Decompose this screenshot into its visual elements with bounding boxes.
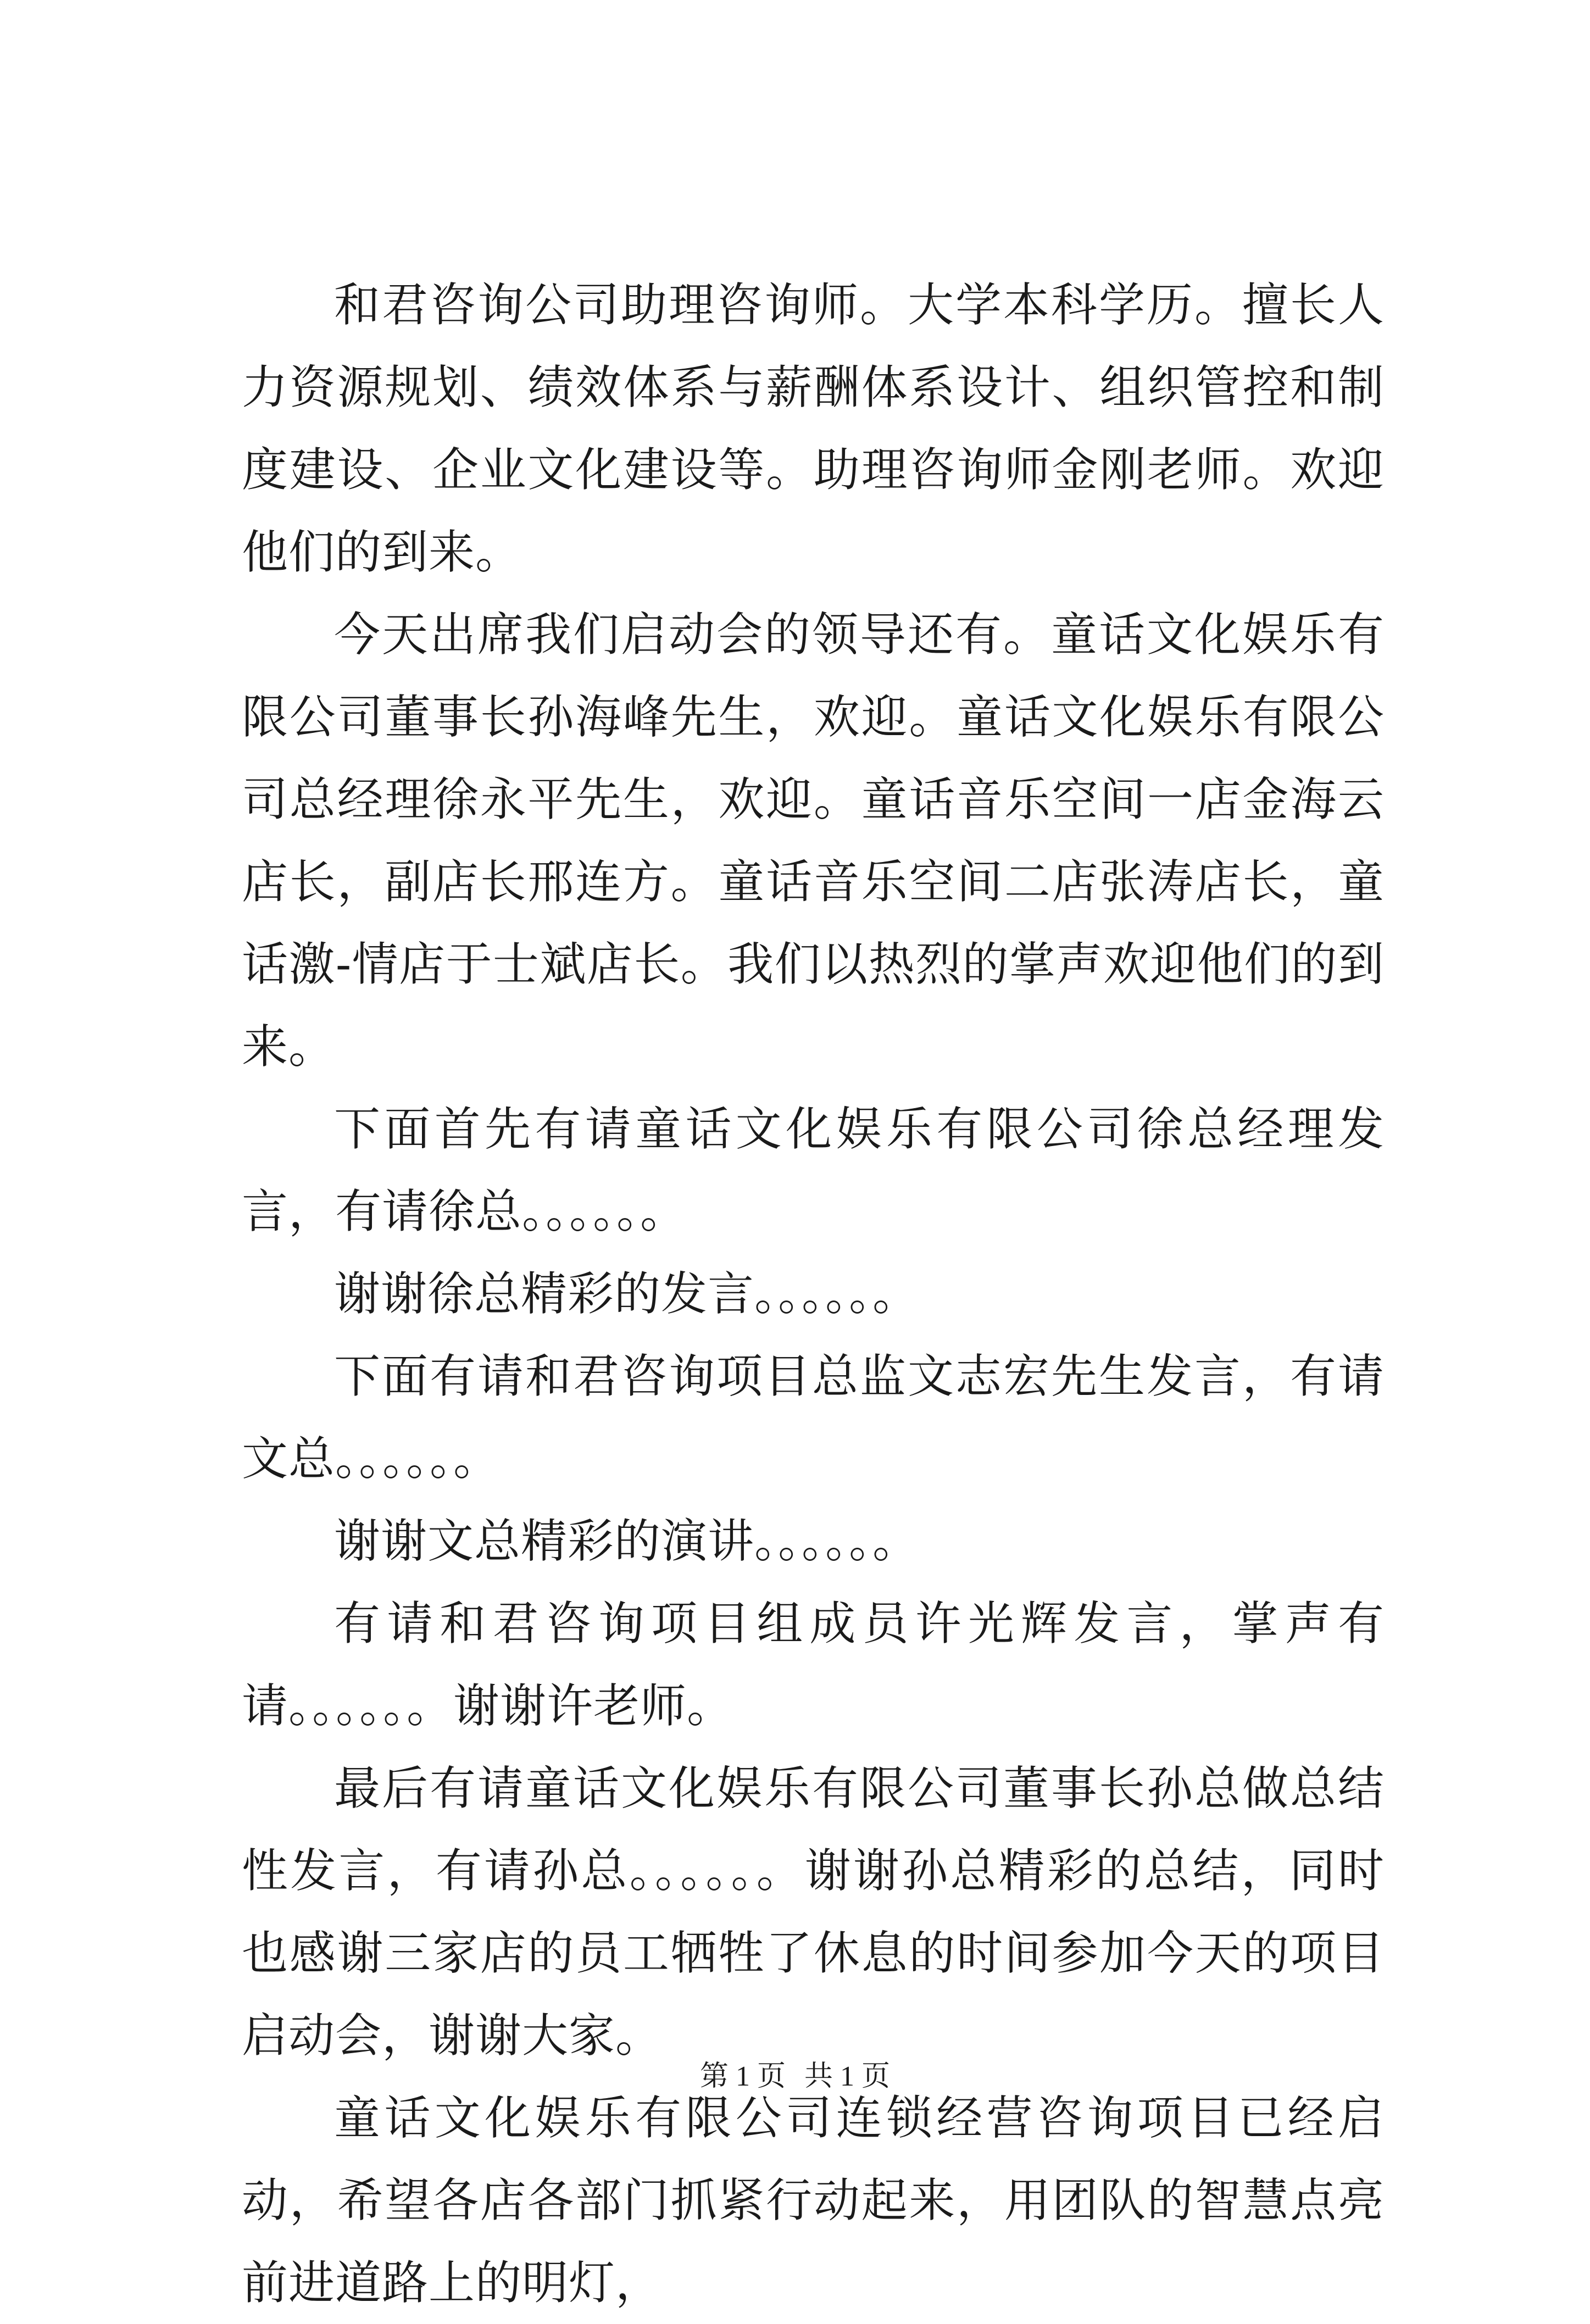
page-total: 共 1 页 xyxy=(804,2061,891,2092)
paragraph: 童话文化娱乐有限公司连锁经营咨询项目已经启动，希望各店各部门抓紧行动起来，用团队的智慧点亮前进道路上的明灯， xyxy=(242,2091,1385,2310)
paragraph: 最后有请童话文化娱乐有限公司董事长孙总做总结性发言，有请孙总。。。。。。谢谢孙总精彩的总结，同时也感谢三家店的员工牺牲了休息的时间参加今天的项目启动会，谢谢大家。 xyxy=(242,1761,1385,2062)
paragraph: 下面有请和君咨询项目总监文志宏先生发言，有请文总。。。。。。 xyxy=(242,1349,1385,1486)
paragraph: 谢谢徐总精彩的发言。。。。。。 xyxy=(334,1267,920,1321)
paragraph: 谢谢文总精彩的演讲。。。。。。 xyxy=(334,1514,920,1568)
page-footer xyxy=(0,2058,1590,2096)
document-body xyxy=(242,264,1385,2324)
paragraph: 有请和君咨询项目组成员许光辉发言，掌声有请。。。。。。谢谢许老师。 xyxy=(242,1597,1385,1733)
paragraph: 下面首先有请童话文化娱乐有限公司徐总经理发言，有请徐总。。。。。。 xyxy=(242,1102,1385,1238)
paragraph: 和君咨询公司助理咨询师。大学本科学历。擅长人力资源规划、绩效体系与薪酬体系设计、组织管控和制度建设、企业文化建设等。助理咨询师金刚老师。欢迎他们的到来。 xyxy=(242,278,1385,579)
paragraph: 今天出席我们启动会的领导还有。童话文化娱乐有限公司董事长孙海峰先生，欢迎。童话文化娱乐有限公司总经理徐永平先生，欢迎。童话音乐空间一店金海云店长，副店长邢连方。童话音乐空间二店张涛店长，童话激-情店于士斌店长。我们以热烈的掌声欢迎他们的到来。 xyxy=(242,608,1385,1074)
page-number: 第 1 页 xyxy=(699,2061,786,2092)
